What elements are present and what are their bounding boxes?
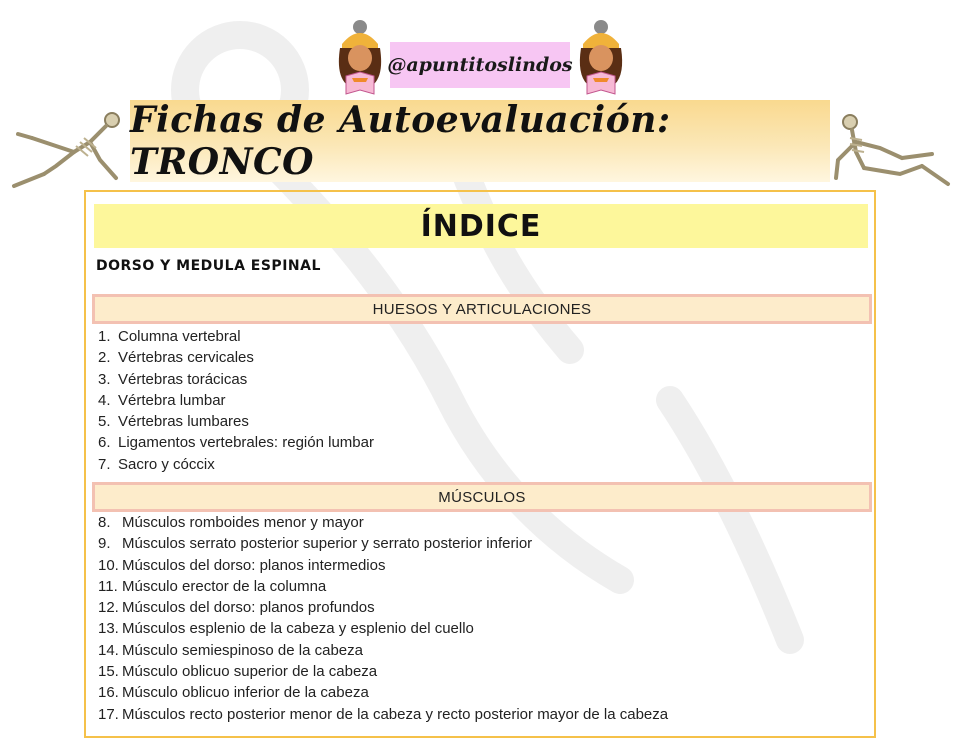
list-item: 11. Músculo erector de la columna bbox=[98, 577, 327, 595]
list-item: 1. Columna vertebral bbox=[98, 328, 241, 345]
girl-reading-icon bbox=[573, 18, 629, 98]
list-item: 9. Músculos serrato posterior superior y serrato posterior inferior bbox=[98, 535, 533, 553]
list-item: 15. Músculo oblicuo superior de la cabeza bbox=[98, 663, 378, 681]
list-item: 8. Músculos romboides menor y mayor bbox=[98, 514, 364, 531]
list-item: 17. Músculos recto posterior menor de la cabeza y recto posterior mayor de la cabeza bbox=[98, 705, 669, 723]
list-item: 13. Músculos esplenio de la cabeza y esplenio del cuello bbox=[98, 620, 474, 638]
list-item: 12. Músculos del dorso: planos profundos bbox=[98, 599, 375, 617]
list-item: 4. Vértebra lumbar bbox=[98, 391, 226, 409]
section-list bbox=[98, 512, 668, 725]
page-title: Fichas de Autoevaluación: TRONCO bbox=[130, 99, 671, 183]
girl-reading-icon bbox=[332, 18, 388, 98]
index-heading-bar bbox=[94, 204, 868, 248]
section-band: MÚSCULOS bbox=[92, 482, 872, 512]
list-item: 14. Músculo semiespinoso de la cabeza bbox=[98, 641, 363, 659]
list-item: 6. Ligamentos vertebrales: región lumbar bbox=[98, 434, 374, 452]
subsection-title: DORSO Y MEDULA ESPINAL bbox=[96, 258, 321, 274]
list-item: 2. Vértebras cervicales bbox=[98, 349, 254, 367]
handle-text: @apuntitoslindos bbox=[387, 54, 573, 76]
title-banner bbox=[130, 100, 830, 182]
list-item: 16. Músculo oblicuo inferior de la cabeza bbox=[98, 684, 369, 702]
list-item: 3. Vértebras torácicas bbox=[98, 370, 248, 388]
index-heading: ÍNDICE bbox=[420, 208, 542, 244]
handle-badge bbox=[387, 42, 573, 88]
list-item: 10. Músculos del dorso: planos intermedios bbox=[98, 556, 386, 574]
list-item: 7. Sacro y cóccix bbox=[98, 455, 215, 473]
list-item: 5. Vértebras lumbares bbox=[98, 413, 249, 431]
skeleton-icon bbox=[830, 108, 958, 196]
index-box bbox=[84, 190, 876, 738]
section-band: HUESOS Y ARTICULACIONES bbox=[92, 294, 872, 324]
skeleton-icon bbox=[4, 108, 132, 196]
section-list bbox=[98, 326, 374, 475]
